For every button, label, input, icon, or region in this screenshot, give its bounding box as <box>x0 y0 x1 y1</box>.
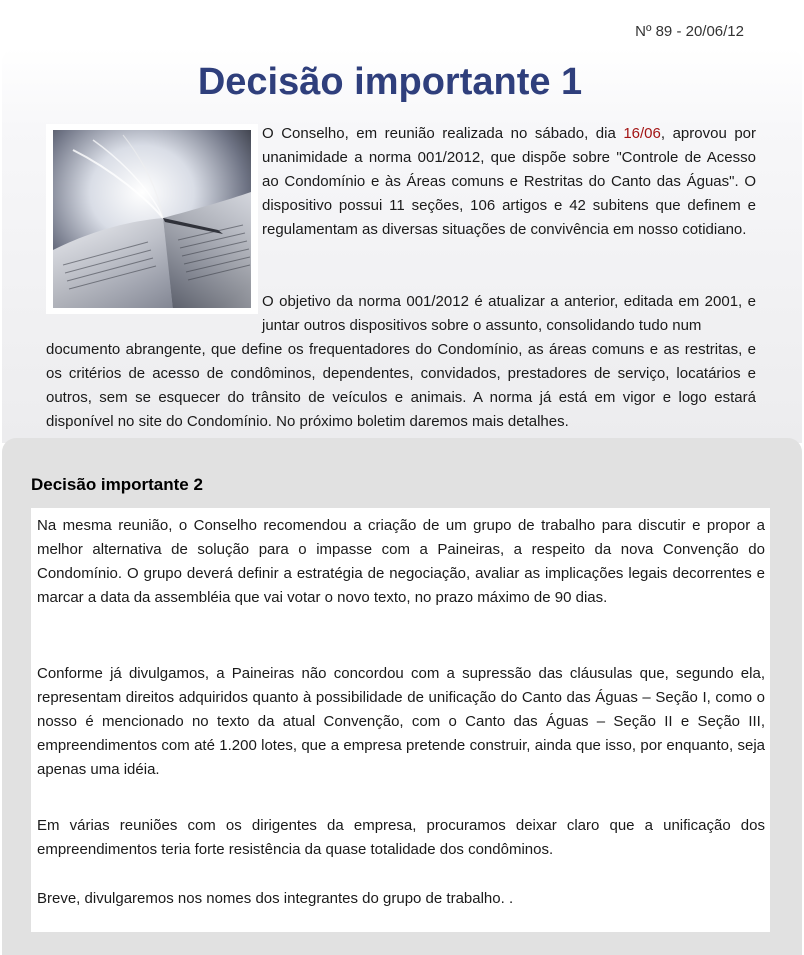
issue-number-date: Nº 89 - 20/06/12 <box>635 23 744 40</box>
open-book-photo <box>46 124 258 314</box>
section-1-title: Decisão importante 1 <box>197 61 583 103</box>
section-1-paragraph-1 <box>262 122 756 242</box>
section-1-paragraph-2-end: documento abrangente, que define os frequentadores do Condomínio, as áreas comuns e as restritas, e os critérios de acesso de condôminos, dependentes, convidados, prestadores de serviço, locatários e outros, sem se esquecer do trânsito de veículos e animais. A norma já está em vigor e logo estará disponível no site do Condomínio. No próximo boletim daremos mais detalhes. <box>46 341 756 430</box>
section-2-text-box <box>31 508 770 932</box>
section-2-paragraph-1: Na mesma reunião, o Conselho recomendou a criação de um grupo de trabalho para discutir e propor a melhor alternativa de solução para o impasse com a Paineiras, a respeito da nova Convenção do Condomínio. O grupo deverá definir a estratégia de negociação, avaliar as implicações legais decorrentes e marcar a data da assembléia que vai votar o novo texto, no prazo máximo de 90 dias. <box>37 517 765 606</box>
open-book-icon <box>53 130 251 308</box>
highlighted-date: 16/06 <box>623 125 661 142</box>
section-2-paragraph-3: Em várias reuniões com os dirigentes da empresa, procuramos deixar claro que a unificação dos empreendimentos teria forte resistência da quase totalidade dos condôminos. <box>37 817 765 858</box>
section-1-paragraph-2-start: O objetivo da norma 001/2012 é atualizar a anterior, editada em 2001, e juntar outros dispositivos sobre o assunto, consolidando tudo num <box>262 293 756 334</box>
paragraph-text: , aprovou por unanimidade a norma 001/2012, que dispõe sobre "Controle de Acesso ao Condomínio e às Áreas comuns e Restritas do Canto das Águas". O dispositivo possui 11 seções, 106 artigos e 42 subitens que definem e regulamentam as diversas situações de convivência em nosso cotidiano. <box>262 125 756 238</box>
paragraph-text: O Conselho, em reunião realizada no sábado, dia <box>262 125 624 142</box>
section-2-title: Decisão importante 2 <box>31 475 203 494</box>
section-2-paragraph-4: Breve, divulgaremos nos nomes dos integrantes do grupo de trabalho. . <box>37 890 514 907</box>
section-2-paragraph-2: Conforme já divulgamos, a Paineiras não concordou com a supressão das cláusulas que, segundo ela, representam direitos adquiridos quanto à possibilidade de unificação do Canto das Águas – Seção I, como o nosso é mencionado no texto da atual Convenção, com o Canto das Águas – Seção II e Seção III, empreendimentos com até 1.200 lotes, que a empresa pretende construir, ainda que isso, por enquanto, seja apenas uma idéia. <box>37 665 765 778</box>
